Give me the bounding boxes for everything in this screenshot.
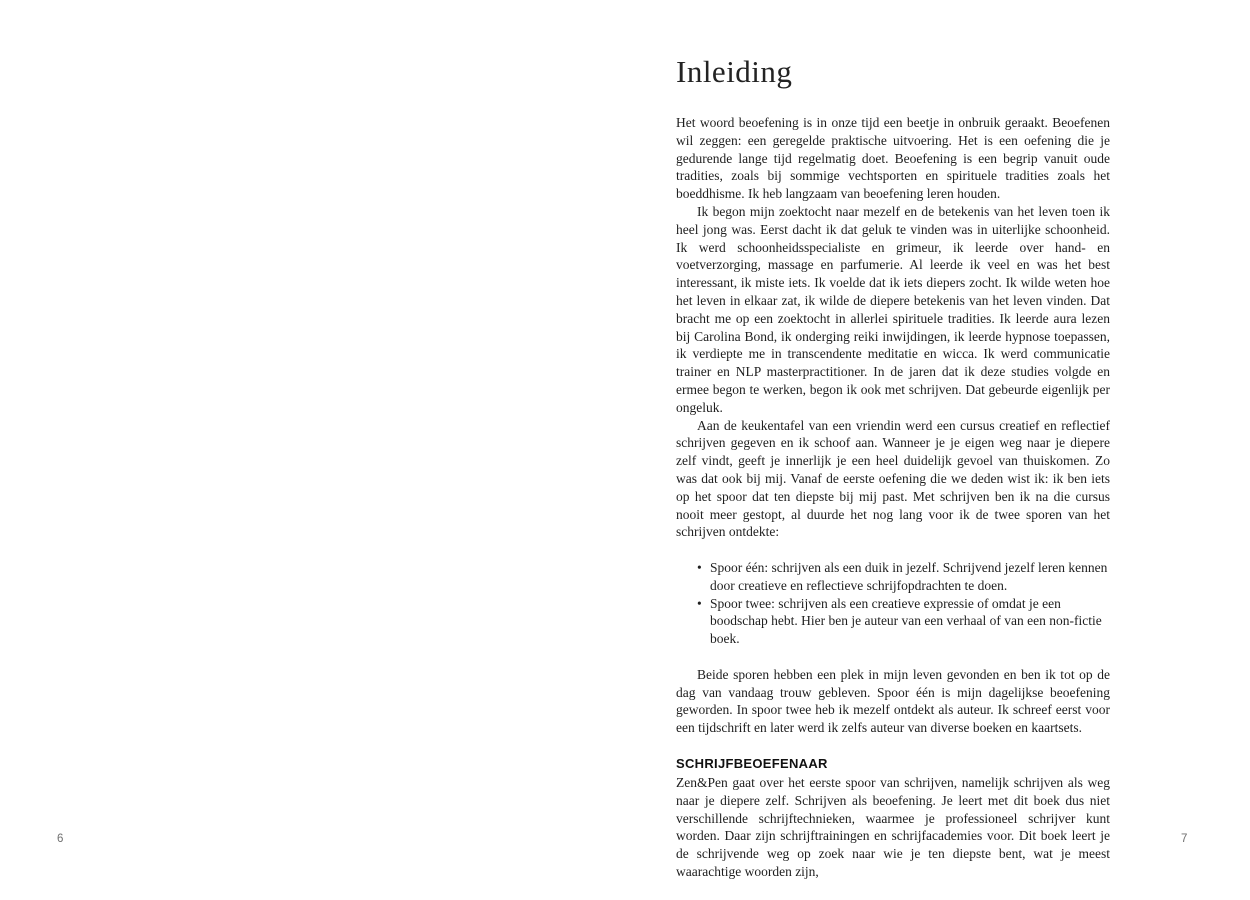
- paragraph-beide-sporen: Beide sporen hebben een plek in mijn leven gevonden en ben ik tot op de dag van vandaag trouw gebleven. Spoor één is mijn dagelijkse beoefening geworden. In spoor twee heb ik mezelf ontdekt als auteur. Ik schreef eerst voor een tijdschrift en later werd ik zelfs auteur van diverse boeken en kaartsets.: [676, 666, 1110, 736]
- chapter-title: Inleiding: [676, 54, 793, 89]
- section-heading: SCHRIJFBEOEFENAAR: [676, 755, 828, 771]
- right-page: [625, 0, 1250, 900]
- list-item-spoor-een: • Spoor één: schrijven als een duik in jezelf. Schrijvend jezelf leren kennen door creatieve en reflectieve schrijfopdrachten te doen.: [710, 559, 1110, 595]
- left-page-number: 6: [57, 833, 64, 845]
- right-page-number: 7: [1181, 833, 1188, 845]
- paragraph-intro: Het woord beoefening is in onze tijd een beetje in onbruik geraakt. Beoefenen wil zeggen: een geregelde praktische uitvoering. Het is een oefening die je gedurende lange tijd regelmatig doet. Beoefening is een begrip vanuit oude tradities, zoals bij sommige vechtsporten en spirituele tradities zoals het boeddhisme. Ik heb langzaam van beoefening leren houden.: [676, 115, 1110, 202]
- paragraph-schrijfbeoefenaar: Zen&Pen gaat over het eerste spoor van schrijven, namelijk schrijven als weg naar je diepere zelf. Schrijven als beoefening. Je leert met dit boek dus niet verschillende schrijftechnieken, waarmee je professioneel schrijver kunt worden. Daar zijn schrijftrainingen en schrijfacademies voor. Dit boek leert je de schrijvende weg op zoek naar wie je ten diepste bent, wat je meest waarachtige woorden zijn,: [676, 774, 1110, 879]
- paragraph-keukentafel: Aan de keukentafel van een vriendin werd een cursus creatief en reflectief schrijven gegeven en ik schoof aan. Wanneer je je eigen weg naar je diepere zelf vindt, geeft je innerlijk je een heel duidelijk gevoel van thuiskomen. Zo was dat ook bij mij. Vanaf de eerste oefening die we deden wist ik: ik ben iets op het spoor dat ten diepste bij mij past. Met schrijven ben ik na die cursus nooit meer gestopt, al duurde het nog lang voor ik de twee sporen van het schrijven ontdekte:: [676, 417, 1110, 540]
- tracks-list: [676, 559, 1110, 648]
- chapter-content: [676, 55, 1110, 881]
- list-item-spoor-twee: • Spoor twee: schrijven als een creatieve expressie of omdat je een boodschap hebt. Hier ben je auteur van een verhaal of van een non-fictie boek.: [710, 595, 1110, 648]
- paragraph-zoektocht: Ik begon mijn zoektocht naar mezelf en de betekenis van het leven toen ik heel jong was. Eerst dacht ik dat geluk te vinden was in uiterlijke schoonheid. Ik werd schoonheidsspecialiste en grimeur, ik leerde over hand- en voetverzorging, massage en parfumerie. Al leerde ik veel en was het best interessant, ik miste iets. Ik voelde dat ik iets diepers zocht. Ik wilde weten hoe het leven in elkaar zat, ik wilde de diepere betekenis van het leven vinden. Dat bracht me op een zoektocht in allerlei spirituele tradities. Ik leerde aura lezen bij Carolina Bond, ik onderging reiki inwijdingen, ik leerde hypnose toepassen, ik verdiepte me in transcendente meditatie en wicca. Ik werd communicatie trainer en NLP masterpractitioner. In de jaren dat ik deze studies volgde en ermee begon te werken, begon ik ook met schrijven. Dat gebeurde eigenlijk per ongeluk.: [676, 204, 1110, 415]
